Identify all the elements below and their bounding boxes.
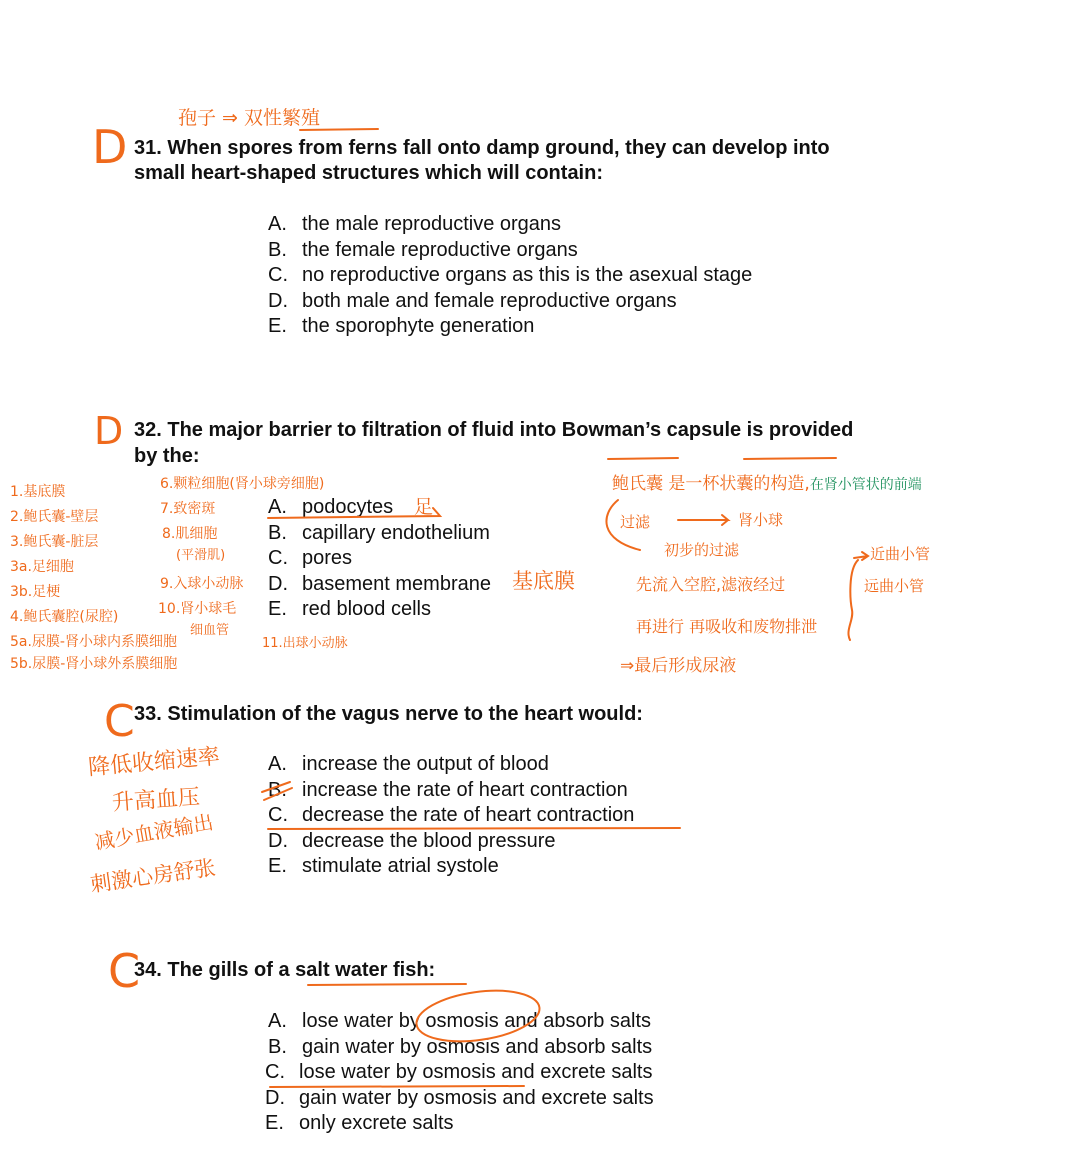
q33-left-note-2: 升高血压: [111, 784, 201, 817]
left-note: 5a.尿膜-肾小球内系膜细胞: [10, 634, 177, 650]
option-text: stimulate atrial systole: [302, 855, 499, 877]
q31-note-underline: [300, 129, 378, 130]
left-note: 3a.足细胞: [10, 559, 74, 575]
q32-bracket-right: [848, 560, 858, 640]
q32-title-line2: by the:: [134, 445, 200, 467]
q33-left-note-3: 减少血液输出: [92, 809, 216, 855]
option-letter: B.: [268, 778, 287, 801]
q32-right-side-1: 近曲小管: [870, 545, 931, 563]
left-note: 3b.足梗: [10, 584, 61, 600]
q32-handwritten-answer: D: [94, 409, 124, 453]
right-note-text: 鲍氏囊 是一杯状囊的构造,: [612, 474, 810, 494]
q32-mid-note-8: 8.肌细胞: [162, 526, 218, 542]
option-letter: B.: [268, 521, 287, 544]
option-text: only excrete salts: [299, 1112, 454, 1134]
q32-bracket-left: [606, 500, 640, 550]
option-letter: A.: [268, 753, 287, 775]
option-text: decrease the blood pressure: [302, 829, 556, 852]
option-letter: D.: [268, 572, 288, 595]
option-text: capillary endothelium: [302, 521, 490, 544]
q32-mid-note-8b: (平滑肌): [176, 548, 226, 563]
option-text: the sporophyte generation: [302, 315, 535, 337]
option-letter: D.: [265, 1086, 285, 1109]
q31-note: 孢子 ⇒ 双性繁殖: [178, 107, 320, 129]
q32-mid-note-7: 7.致密斑: [160, 501, 216, 517]
q33-title: 33. Stimulation of the vagus nerve to the heart would:: [134, 703, 643, 725]
option-text: podocytes: [302, 496, 394, 518]
q32-option-a-underline: [268, 508, 440, 518]
left-note: 2.鲍氏囊-壁层: [10, 509, 99, 525]
option-letter: E.: [268, 315, 287, 337]
option-text: red blood cells: [302, 598, 431, 620]
option-letter: C.: [268, 547, 288, 569]
q32-right-note-5: 再进行 再吸收和废物排泄: [636, 617, 818, 636]
option-text: basement membrane: [302, 572, 491, 595]
q32-mid-note-6: 6.颗粒细胞(肾小球旁细胞): [160, 476, 325, 492]
option-letter: A.: [268, 496, 287, 518]
option-letter: C.: [268, 264, 288, 286]
option-text: the male reproductive organs: [302, 213, 562, 235]
q31-title-line1: 31. When spores from ferns fall onto damp ground, they can develop into: [134, 137, 830, 159]
q34-title-underline: [308, 984, 466, 985]
q32-mid-note-10: 10.肾小球毛: [158, 601, 237, 617]
option-letter: A.: [268, 1010, 287, 1032]
left-note: 1.基底膜: [10, 484, 66, 500]
q33-left-note-1: 降低收缩速率: [87, 744, 221, 781]
q32-right-underline: [608, 458, 836, 459]
q34-option-c-underline: [270, 1086, 524, 1087]
option-text: increase the rate of heart contraction: [302, 778, 628, 801]
option-letter: D.: [268, 289, 288, 312]
option-text: pores: [302, 547, 353, 569]
option-letter: A.: [268, 213, 287, 235]
option-text: the female reproductive organs: [302, 238, 578, 261]
q32-right-side-2: 远曲小管: [864, 577, 925, 595]
option-letter: E.: [268, 598, 287, 620]
option-letter: C.: [265, 1061, 285, 1083]
q32-mid-note-9: 9.入球小动脉: [160, 576, 244, 592]
q34-circle: [413, 984, 542, 1049]
q34-title: 34. The gills of a salt water fish:: [134, 959, 436, 981]
q32-side-arrow: [854, 552, 868, 560]
option-letter: C.: [268, 804, 288, 826]
q33-left-note-4: 刺激心房舒张: [88, 855, 217, 897]
q33-handwritten-answer: C: [104, 696, 135, 747]
option-text: gain water by osmosis and absorb salts: [302, 1035, 653, 1058]
left-note: 3.鲍氏囊-脏层: [10, 534, 99, 550]
q32-option-d-note: 基底膜: [512, 569, 575, 593]
q32-right-note-4: 先流入空腔,滤液经过: [636, 575, 786, 594]
q32-option-a-note: 足: [414, 496, 434, 518]
q33-option-c-underline: [268, 828, 680, 829]
q32-mid-note-10b: 细血管: [190, 623, 230, 638]
right-note-green: 在肾小管状的前端: [809, 477, 922, 493]
option-text: lose water by osmosis and excrete salts: [299, 1061, 653, 1083]
option-text: decrease the rate of heart contraction: [302, 804, 635, 826]
q32-mid-note-11: 11.出球小动脉: [262, 636, 348, 651]
option-letter: B.: [268, 1035, 287, 1058]
option-text: gain water by osmosis and excrete salts: [299, 1086, 654, 1109]
q34-handwritten-answer: C: [108, 944, 141, 998]
q32-right-note-2: 过滤: [620, 513, 651, 531]
option-letter: B.: [268, 238, 287, 261]
left-note: 5b.尿膜-肾小球外系膜细胞: [10, 656, 178, 672]
q31-handwritten-answer: D: [92, 120, 128, 174]
option-letter: D.: [268, 829, 288, 852]
q31-title-line2: small heart-shaped structures which will contain:: [134, 162, 603, 184]
q32-right-note-2b: 肾小球: [738, 511, 784, 529]
q32-right-note-3: 初步的过滤: [664, 541, 740, 559]
q32-arrow: [678, 515, 728, 525]
option-text: no reproductive organs as this is the asexual stage: [302, 264, 753, 286]
option-letter: E.: [265, 1112, 284, 1134]
option-text: both male and female reproductive organs: [302, 289, 677, 312]
q33-option-b-strike: [262, 782, 292, 800]
option-letter: E.: [268, 855, 287, 877]
q32-title-line1: 32. The major barrier to filtration of fluid into Bowman’s capsule is provided: [134, 419, 854, 441]
option-text: lose water by osmosis and absorb salts: [302, 1010, 652, 1032]
left-note: 4.鲍氏囊腔(尿腔): [10, 609, 119, 625]
q32-right-note-6: ⇒最后形成尿液: [620, 656, 737, 676]
option-text: increase the output of blood: [302, 753, 549, 775]
